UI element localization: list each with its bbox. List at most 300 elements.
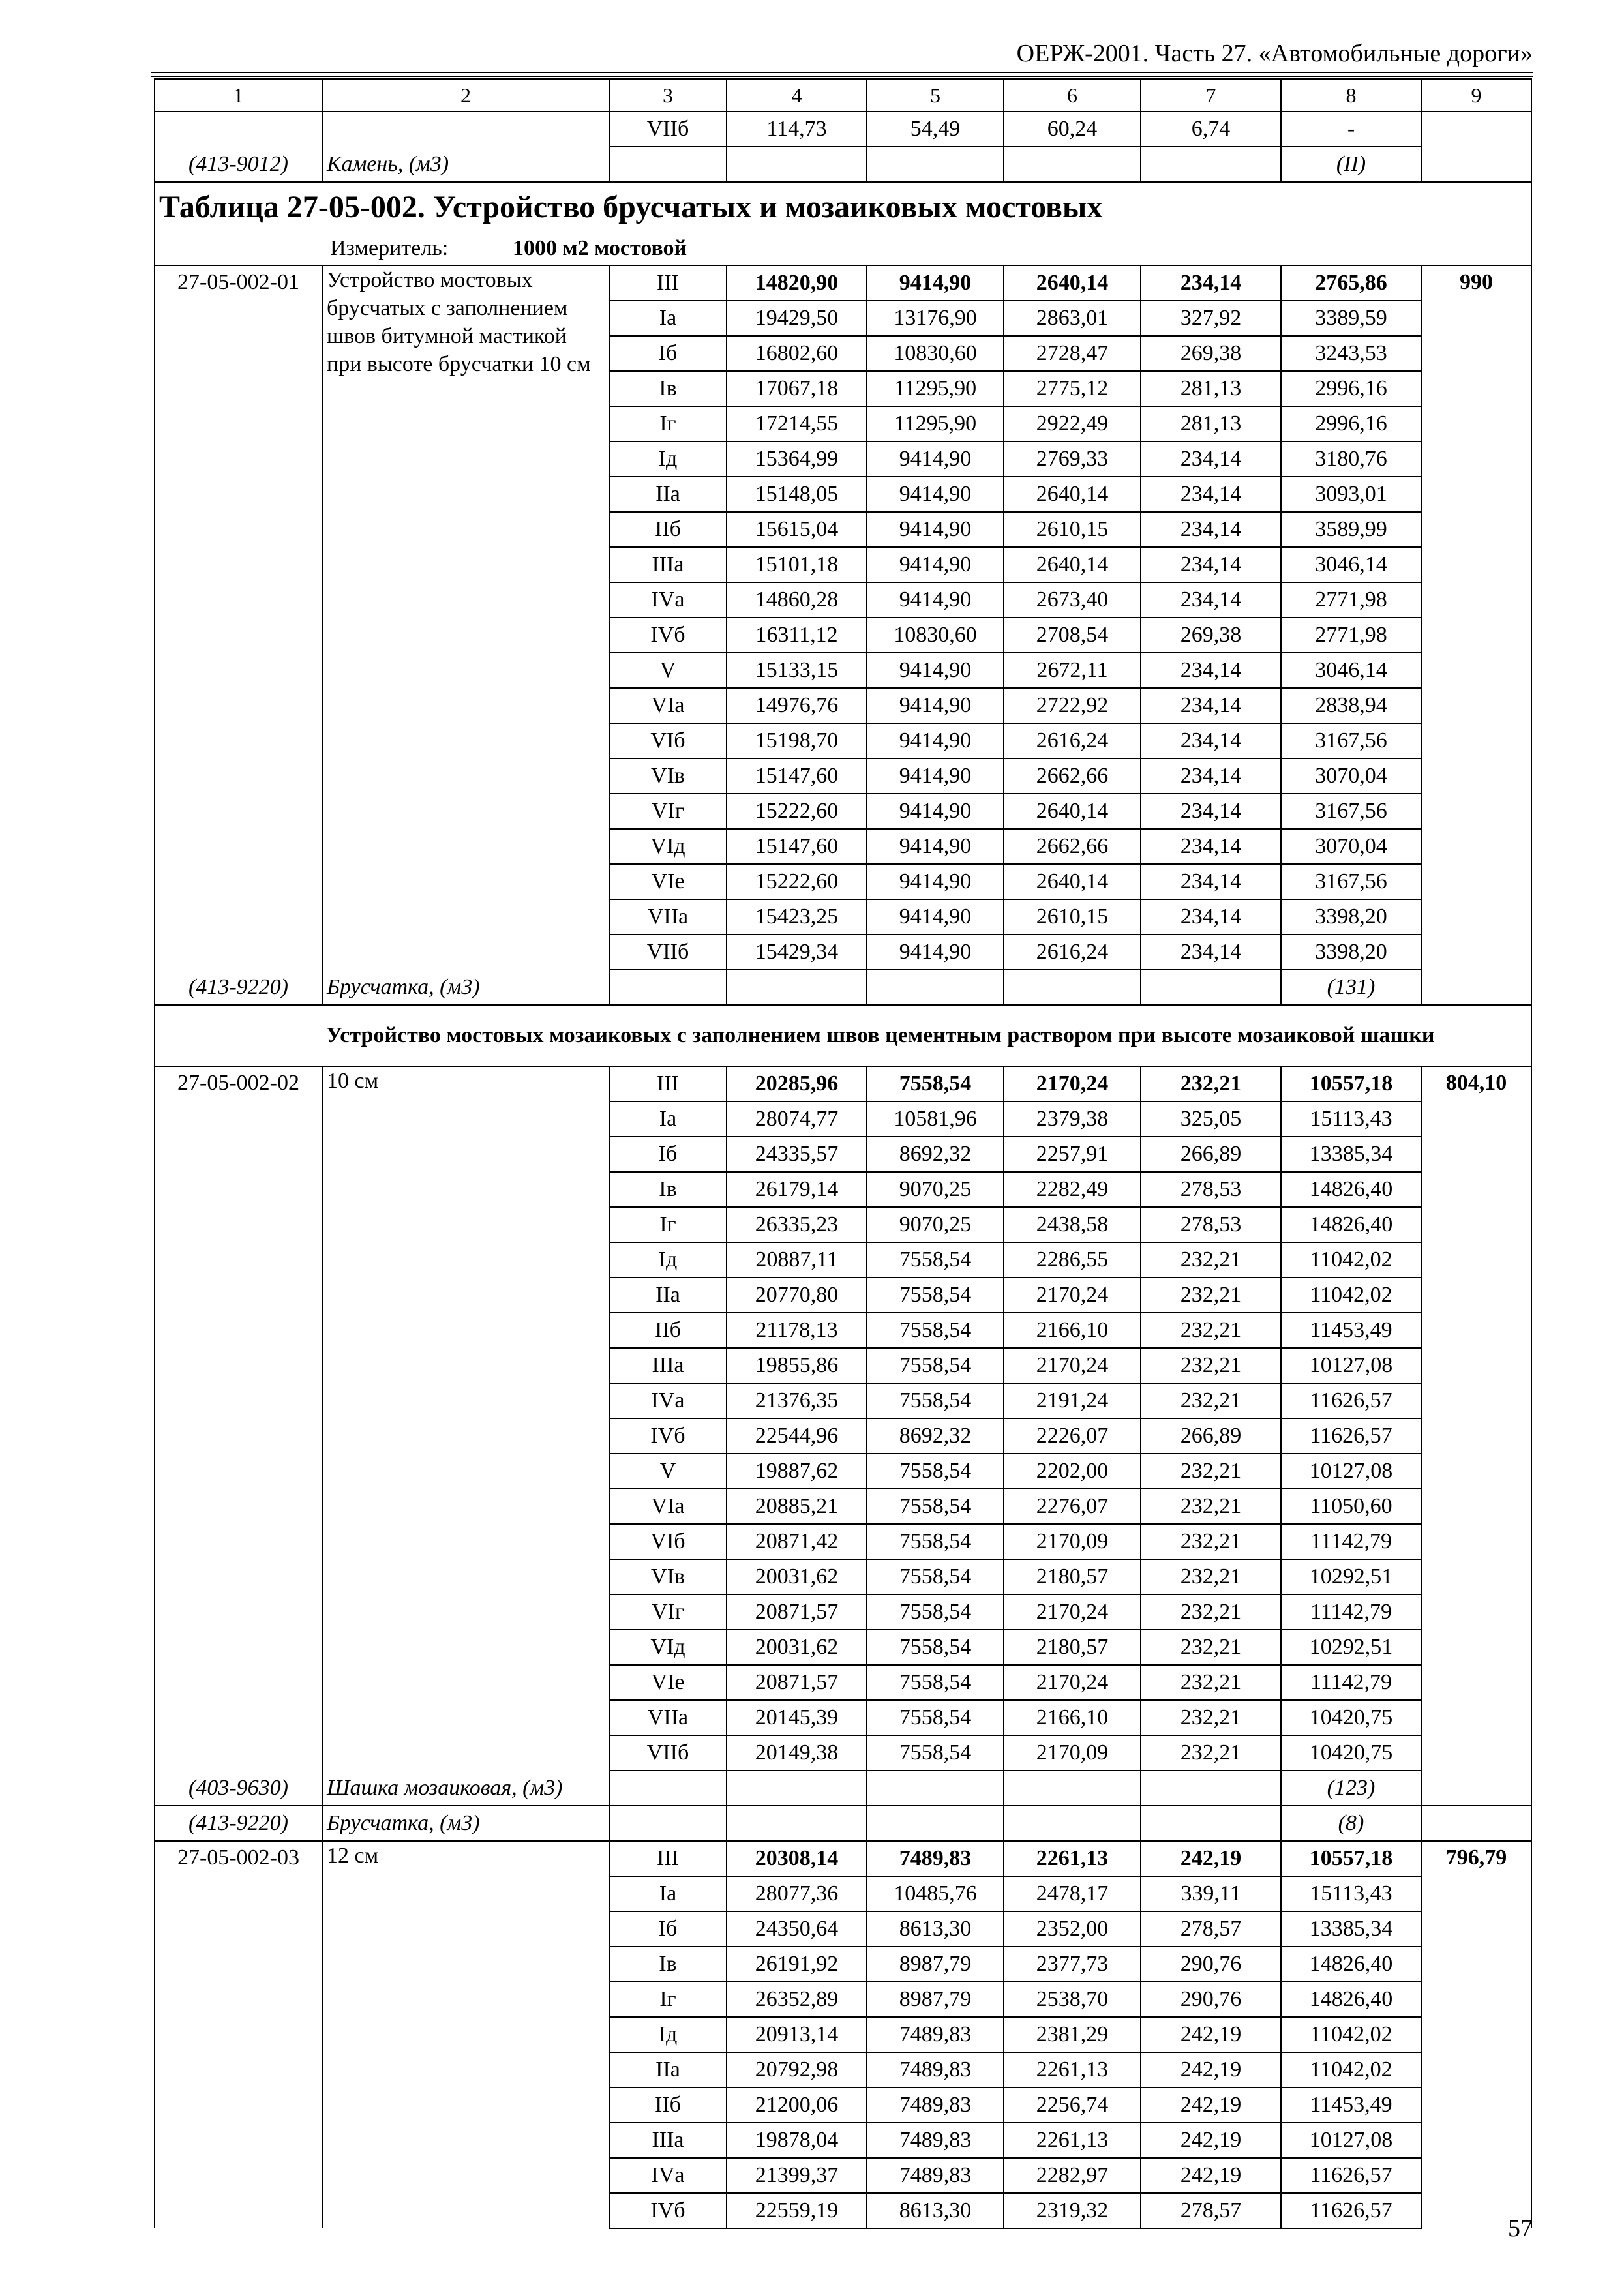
material-name: Шашка мозаиковая, (м3) [322, 1771, 609, 1806]
value-cell: 24350,64 [727, 1911, 867, 1947]
empty-cell [322, 112, 609, 147]
value-cell: 266,89 [1141, 1418, 1281, 1454]
value-cell: 3243,53 [1281, 336, 1421, 371]
value-cell: 15147,60 [727, 758, 867, 794]
value-cell: 14826,40 [1281, 1207, 1421, 1242]
value-cell: 2771,98 [1281, 582, 1421, 618]
value-cell: 2640,14 [1004, 794, 1141, 829]
zone-cell: V [609, 653, 727, 688]
value-cell: 9070,25 [867, 1207, 1004, 1242]
zone-cell: VIг [609, 794, 727, 829]
material-name: Камень, (м3) [322, 147, 609, 182]
value-cell: 19887,62 [727, 1454, 867, 1489]
value-cell: 2261,13 [1004, 2052, 1141, 2087]
value-cell: 11295,90 [867, 371, 1004, 406]
value-cell: 7489,83 [867, 1841, 1004, 1876]
value-cell: 10581,96 [867, 1101, 1004, 1137]
value-cell: 2261,13 [1004, 1841, 1141, 1876]
zone-cell: IVб [609, 618, 727, 653]
value-cell: 11142,79 [1281, 1594, 1421, 1630]
value-cell: 114,73 [727, 112, 867, 147]
value-cell: 3093,01 [1281, 477, 1421, 512]
empty-cell [867, 970, 1004, 1005]
value-cell: 339,11 [1141, 1876, 1281, 1911]
value-cell: 20792,98 [727, 2052, 867, 2087]
value-cell: 2765,86 [1281, 265, 1421, 301]
zone-cell: III [609, 1841, 727, 1876]
value-cell: 20871,42 [727, 1524, 867, 1559]
value-cell: 10292,51 [1281, 1630, 1421, 1665]
value-cell: 2769,33 [1004, 441, 1141, 477]
value-cell: 2352,00 [1004, 1911, 1141, 1947]
value-cell: 8692,32 [867, 1418, 1004, 1454]
labor-total: 990 [1421, 265, 1531, 970]
value-cell: 2256,74 [1004, 2087, 1141, 2123]
work-name: 12 см [322, 1841, 609, 2228]
zone-cell: Iа [609, 1101, 727, 1137]
value-cell: 3398,20 [1281, 899, 1421, 935]
value-cell: 8987,79 [867, 1947, 1004, 1982]
value-cell: 9414,90 [867, 723, 1004, 758]
value-cell: 14826,40 [1281, 1947, 1421, 1982]
value-cell: 11626,57 [1281, 1418, 1421, 1454]
empty-cell [867, 1806, 1004, 1841]
value-cell: 9414,90 [867, 758, 1004, 794]
material-row [155, 147, 1531, 182]
value-cell: 3398,20 [1281, 935, 1421, 970]
empty-cell [609, 970, 727, 1005]
value-cell: 20308,14 [727, 1841, 867, 1876]
value-cell: 269,38 [1141, 336, 1281, 371]
value-cell: 7558,54 [867, 1559, 1004, 1594]
value-cell: 232,21 [1141, 1524, 1281, 1559]
value-cell: 11626,57 [1281, 2158, 1421, 2193]
value-cell: 234,14 [1141, 477, 1281, 512]
empty-cell [155, 112, 322, 147]
empty-cell [609, 147, 727, 182]
value-cell: 10292,51 [1281, 1559, 1421, 1594]
column-number: 8 [1281, 79, 1421, 112]
material-row [155, 1806, 1531, 1841]
value-cell: 2616,24 [1004, 935, 1141, 970]
value-cell: 278,57 [1141, 2193, 1281, 2228]
value-cell: 14826,40 [1281, 1172, 1421, 1207]
value-cell: 325,05 [1141, 1101, 1281, 1137]
value-cell: 11626,57 [1281, 1383, 1421, 1418]
value-cell: 20770,80 [727, 1278, 867, 1313]
zone-cell: III [609, 1066, 727, 1101]
value-cell: 232,21 [1141, 1735, 1281, 1771]
value-cell: 2775,12 [1004, 371, 1141, 406]
column-number: 3 [609, 79, 727, 112]
value-cell: 21399,37 [727, 2158, 867, 2193]
value-cell: 2863,01 [1004, 301, 1141, 336]
value-cell: 2286,55 [1004, 1242, 1141, 1278]
value-cell: 10557,18 [1281, 1066, 1421, 1101]
value-cell: 20031,62 [727, 1630, 867, 1665]
zone-cell: Iб [609, 1911, 727, 1947]
value-cell: 2166,10 [1004, 1700, 1141, 1735]
value-cell: 2257,91 [1004, 1137, 1141, 1172]
subheading-row [155, 1005, 1531, 1066]
value-cell: 10420,75 [1281, 1700, 1421, 1735]
rate-code: 27-05-002-01 [155, 265, 322, 970]
value-cell: 3180,76 [1281, 441, 1421, 477]
value-cell: 8987,79 [867, 1982, 1004, 2017]
zone-cell: Iд [609, 441, 727, 477]
value-cell: 14826,40 [1281, 1982, 1421, 2017]
value-cell: 2170,24 [1004, 1066, 1141, 1101]
value-cell: 10420,75 [1281, 1735, 1421, 1771]
empty-cell [727, 1771, 867, 1806]
column-number: 4 [727, 79, 867, 112]
value-cell: 9414,90 [867, 653, 1004, 688]
value-cell: 2640,14 [1004, 864, 1141, 899]
value-cell: 15222,60 [727, 864, 867, 899]
value-cell: 9414,90 [867, 582, 1004, 618]
value-cell: 7558,54 [867, 1489, 1004, 1524]
value-cell: 2771,98 [1281, 618, 1421, 653]
value-cell: 26191,92 [727, 1947, 867, 1982]
value-cell: 10830,60 [867, 618, 1004, 653]
value-cell: 3070,04 [1281, 829, 1421, 864]
value-cell: 2478,17 [1004, 1876, 1141, 1911]
zone-cell: Iв [609, 1172, 727, 1207]
value-cell: 2610,15 [1004, 899, 1141, 935]
column-number: 2 [322, 79, 609, 112]
value-cell: 9414,90 [867, 864, 1004, 899]
value-cell: 9414,90 [867, 688, 1004, 723]
value-cell: 327,92 [1141, 301, 1281, 336]
value-cell: 15101,18 [727, 547, 867, 582]
empty-cell [1004, 1771, 1141, 1806]
empty-cell [609, 1771, 727, 1806]
value-cell: 232,21 [1141, 1454, 1281, 1489]
value-cell: 2438,58 [1004, 1207, 1141, 1242]
value-cell: 7489,83 [867, 2158, 1004, 2193]
zone-cell: IVа [609, 582, 727, 618]
empty-cell [1421, 147, 1531, 182]
zone-cell: Iг [609, 406, 727, 441]
empty-cell [1141, 147, 1281, 182]
value-cell: 2261,13 [1004, 2123, 1141, 2158]
zone-cell: VIе [609, 864, 727, 899]
table-title-row [155, 182, 1531, 232]
value-cell: 8692,32 [867, 1137, 1004, 1172]
zone-cell: VIIб [609, 935, 727, 970]
value-cell: 20149,38 [727, 1735, 867, 1771]
value-cell: 9414,90 [867, 441, 1004, 477]
rate-code: 27-05-002-03 [155, 1841, 322, 2228]
value-cell: 10557,18 [1281, 1841, 1421, 1876]
empty-cell [1421, 1806, 1531, 1841]
value-cell: 2610,15 [1004, 512, 1141, 547]
zone-cell: Iг [609, 1982, 727, 2017]
unit-cell [155, 232, 1531, 265]
value-cell: 7558,54 [867, 1630, 1004, 1665]
zone-cell: IIа [609, 1278, 727, 1313]
value-cell: 2170,09 [1004, 1524, 1141, 1559]
table-row [155, 112, 1531, 147]
value-cell: 19878,04 [727, 2123, 867, 2158]
zone-cell: VIа [609, 688, 727, 723]
value-cell: 234,14 [1141, 899, 1281, 935]
value-cell: 9414,90 [867, 265, 1004, 301]
value-cell: 10830,60 [867, 336, 1004, 371]
work-name: 10 см [322, 1066, 609, 1771]
zone-cell: VIа [609, 1489, 727, 1524]
zone-cell: Iг [609, 1207, 727, 1242]
empty-cell [609, 1806, 727, 1841]
value-cell: 232,21 [1141, 1348, 1281, 1383]
zone-cell: VIе [609, 1665, 727, 1700]
value-cell: 11042,02 [1281, 2052, 1421, 2087]
value-cell: 9414,90 [867, 935, 1004, 970]
value-cell: 9414,90 [867, 477, 1004, 512]
value-cell: 3167,56 [1281, 864, 1421, 899]
value-cell: 3167,56 [1281, 723, 1421, 758]
value-cell: 15615,04 [727, 512, 867, 547]
value-cell: 232,21 [1141, 1383, 1281, 1418]
material-code: (413-9220) [155, 970, 322, 1005]
value-cell: 7558,54 [867, 1313, 1004, 1348]
value-cell: 2282,97 [1004, 2158, 1141, 2193]
value-cell: 8613,30 [867, 2193, 1004, 2228]
value-cell: 7558,54 [867, 1242, 1004, 1278]
empty-cell [1141, 1806, 1281, 1841]
value-cell: 234,14 [1141, 582, 1281, 618]
value-cell: 234,14 [1141, 512, 1281, 547]
value-cell: 7558,54 [867, 1594, 1004, 1630]
section-subheading: Устройство мостовых мозаиковых с заполнением швов цементным раствором при высоте мозаиковой шашки [155, 1005, 1531, 1066]
value-cell: 2728,47 [1004, 336, 1141, 371]
value-cell: 20145,39 [727, 1700, 867, 1735]
empty-cell [867, 1771, 1004, 1806]
value-cell: 22559,19 [727, 2193, 867, 2228]
zone-cell: Iд [609, 1242, 727, 1278]
value-cell: 20031,62 [727, 1559, 867, 1594]
value-cell: 2708,54 [1004, 618, 1141, 653]
value-cell: 20871,57 [727, 1665, 867, 1700]
empty-cell [1004, 1806, 1141, 1841]
zone-cell: VIв [609, 1559, 727, 1594]
value-cell: 11453,49 [1281, 2087, 1421, 2123]
estimate-table [154, 78, 1532, 2229]
zone-cell: Iб [609, 336, 727, 371]
value-cell: 234,14 [1141, 547, 1281, 582]
material-qty: (131) [1281, 970, 1421, 1005]
value-cell: 2673,40 [1004, 582, 1141, 618]
value-cell: 2180,57 [1004, 1630, 1141, 1665]
header-rule-double [151, 76, 1533, 77]
empty-cell [1141, 970, 1281, 1005]
zone-cell: VIд [609, 1630, 727, 1665]
value-cell: 2640,14 [1004, 547, 1141, 582]
value-cell: 232,21 [1141, 1559, 1281, 1594]
zone-cell: IIа [609, 477, 727, 512]
value-cell: 2170,24 [1004, 1665, 1141, 1700]
table-row [155, 1066, 1531, 1101]
zone-cell: Iа [609, 1876, 727, 1911]
value-cell: 9070,25 [867, 1172, 1004, 1207]
value-cell: 7489,83 [867, 2087, 1004, 2123]
zone-cell: VIв [609, 758, 727, 794]
value-cell: 232,21 [1141, 1630, 1281, 1665]
value-cell: 3389,59 [1281, 301, 1421, 336]
zone-cell: IVа [609, 2158, 727, 2193]
zone-cell: Iб [609, 1137, 727, 1172]
value-cell: 16311,12 [727, 618, 867, 653]
value-cell: 2672,11 [1004, 653, 1141, 688]
material-row [155, 970, 1531, 1005]
value-cell: 21376,35 [727, 1383, 867, 1418]
value-cell: 17214,55 [727, 406, 867, 441]
value-cell: 2722,92 [1004, 688, 1141, 723]
value-cell: 14976,76 [727, 688, 867, 723]
value-cell: 11453,49 [1281, 1313, 1421, 1348]
value-cell: 232,21 [1141, 1489, 1281, 1524]
value-cell: 15133,15 [727, 653, 867, 688]
value-cell: 2616,24 [1004, 723, 1141, 758]
value-cell: 10127,08 [1281, 2123, 1421, 2158]
value-cell: 11626,57 [1281, 2193, 1421, 2228]
value-cell: 3589,99 [1281, 512, 1421, 547]
value-cell: 9414,90 [867, 547, 1004, 582]
zone-cell: Iа [609, 301, 727, 336]
value-cell: 26179,14 [727, 1172, 867, 1207]
value-cell: 232,21 [1141, 1278, 1281, 1313]
value-cell: 2662,66 [1004, 829, 1141, 864]
value-cell: 242,19 [1141, 2158, 1281, 2193]
value-cell: 234,14 [1141, 723, 1281, 758]
value-cell: 11042,02 [1281, 1278, 1421, 1313]
value-cell: 234,14 [1141, 688, 1281, 723]
value-cell: 2166,10 [1004, 1313, 1141, 1348]
zone-cell: VIб [609, 723, 727, 758]
value-cell: 11142,79 [1281, 1665, 1421, 1700]
empty-cell [867, 147, 1004, 182]
work-name: Устройство мостовых брусчатых с заполнением швов битумной мастикой при высоте брусчатки 10 см [322, 265, 609, 970]
value-cell: 13385,34 [1281, 1911, 1421, 1947]
value-cell: 24335,57 [727, 1137, 867, 1172]
value-cell: 2996,16 [1281, 406, 1421, 441]
value-cell: 2282,49 [1004, 1172, 1141, 1207]
value-cell: 3070,04 [1281, 758, 1421, 794]
labor-total: 796,79 [1421, 1841, 1531, 2228]
value-cell: 278,53 [1141, 1172, 1281, 1207]
zone-cell: IIб [609, 1313, 727, 1348]
value-cell: 20871,57 [727, 1594, 867, 1630]
value-cell: 8613,30 [867, 1911, 1004, 1947]
value-cell: 2922,49 [1004, 406, 1141, 441]
value-cell: 3167,56 [1281, 794, 1421, 829]
value-cell: 9414,90 [867, 899, 1004, 935]
table-row [155, 265, 1531, 301]
value-cell: 234,14 [1141, 935, 1281, 970]
value-cell: 242,19 [1141, 2123, 1281, 2158]
value-cell: 11295,90 [867, 406, 1004, 441]
column-number: 6 [1004, 79, 1141, 112]
value-cell: 234,14 [1141, 864, 1281, 899]
value-cell: 242,19 [1141, 1841, 1281, 1876]
value-cell: 7558,54 [867, 1665, 1004, 1700]
value-cell: 290,76 [1141, 1947, 1281, 1982]
value-cell: 2319,32 [1004, 2193, 1141, 2228]
value-cell: 16802,60 [727, 336, 867, 371]
value-cell: 2170,24 [1004, 1348, 1141, 1383]
value-cell: 7489,83 [867, 2123, 1004, 2158]
value-cell: 15423,25 [727, 899, 867, 935]
zone-cell: V [609, 1454, 727, 1489]
value-cell: 20285,96 [727, 1066, 867, 1101]
value-cell: 7558,54 [867, 1066, 1004, 1101]
value-cell: 2640,14 [1004, 265, 1141, 301]
value-cell: 269,38 [1141, 618, 1281, 653]
value-cell: 2381,29 [1004, 2017, 1141, 2052]
value-cell: 232,21 [1141, 1665, 1281, 1700]
value-cell: 11050,60 [1281, 1489, 1421, 1524]
material-qty: (II) [1281, 147, 1421, 182]
value-cell: 14820,90 [727, 265, 867, 301]
material-name: Брусчатка, (м3) [322, 970, 609, 1005]
value-cell: 232,21 [1141, 1313, 1281, 1348]
zone-cell: Iв [609, 371, 727, 406]
value-cell: 11042,02 [1281, 2017, 1421, 2052]
value-cell: 9414,90 [867, 794, 1004, 829]
zone-cell: Iв [609, 1947, 727, 1982]
value-cell: 242,19 [1141, 2087, 1281, 2123]
value-cell: 7489,83 [867, 2017, 1004, 2052]
value-cell: 7558,54 [867, 1735, 1004, 1771]
value-cell: 234,14 [1141, 758, 1281, 794]
empty-cell [727, 147, 867, 182]
material-qty: (123) [1281, 1771, 1421, 1806]
value-cell: 7558,54 [867, 1454, 1004, 1489]
value-cell: 2180,57 [1004, 1559, 1141, 1594]
value-cell: 7489,83 [867, 2052, 1004, 2087]
zone-cell: IIIа [609, 547, 727, 582]
value-cell: 15222,60 [727, 794, 867, 829]
empty-cell [1421, 112, 1531, 147]
value-cell: 10485,76 [867, 1876, 1004, 1911]
header-rule [151, 72, 1533, 73]
zone-cell: III [609, 265, 727, 301]
value-cell: 26352,89 [727, 1982, 867, 2017]
value-cell: 11042,02 [1281, 1242, 1421, 1278]
value-cell: 234,14 [1141, 794, 1281, 829]
value-cell: 2191,24 [1004, 1383, 1141, 1418]
value-cell: 2276,07 [1004, 1489, 1141, 1524]
value-cell: 60,24 [1004, 112, 1141, 147]
zone-cell: IIа [609, 2052, 727, 2087]
value-cell: 242,19 [1141, 2052, 1281, 2087]
zone-cell: VIб [609, 1524, 727, 1559]
material-name: Брусчатка, (м3) [322, 1806, 609, 1841]
value-cell: 17067,18 [727, 371, 867, 406]
value-cell: 21200,06 [727, 2087, 867, 2123]
value-cell: 14860,28 [727, 582, 867, 618]
value-cell: 2170,24 [1004, 1594, 1141, 1630]
value-cell: 242,19 [1141, 2017, 1281, 2052]
value-cell: 2170,24 [1004, 1278, 1141, 1313]
empty-cell [1004, 147, 1141, 182]
value-cell: 28074,77 [727, 1101, 867, 1137]
value-cell: 10127,08 [1281, 1454, 1421, 1489]
value-cell: 232,21 [1141, 1700, 1281, 1735]
zone-cell: IIб [609, 2087, 727, 2123]
zone-cell: IVб [609, 2193, 727, 2228]
value-cell: 2538,70 [1004, 1982, 1141, 2017]
